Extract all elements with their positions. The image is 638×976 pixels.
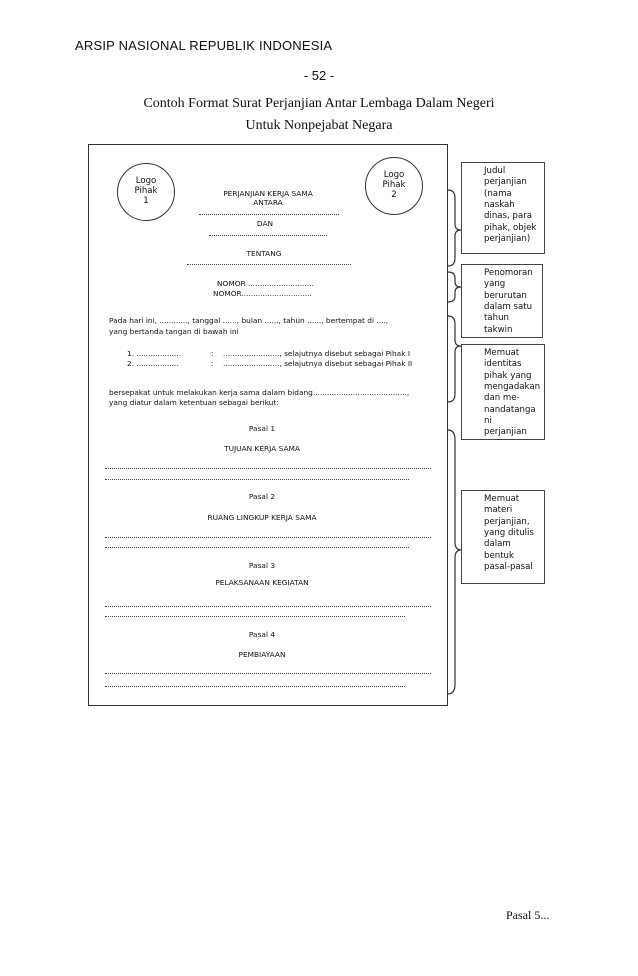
note4-line: dalam: [484, 539, 511, 550]
note3-line: pihak yang: [484, 370, 532, 381]
nomor-party-1: NOMOR ............................: [217, 279, 314, 288]
dotted-line: [105, 686, 405, 687]
opening-line-1: Pada hari ini, ............, tanggal ......, bulan ......, tahun ......, bertempat di ....,: [109, 316, 389, 325]
logo1-line3: 1: [143, 195, 149, 206]
note-numbering: [461, 264, 543, 338]
note2-line: berurutan: [484, 290, 527, 301]
note3-line: nandatanga: [484, 404, 536, 415]
header-organization: ARSIP NASIONAL REPUBLIK INDONESIA: [75, 38, 333, 53]
note4-line: Memuat: [484, 494, 520, 504]
agreement-heading: PERJANJIAN KERJA SAMA: [223, 189, 313, 198]
note2-line: Penomoran: [484, 268, 533, 278]
note4-line: pasal-pasal: [484, 562, 533, 573]
note3-line: dan me-: [484, 393, 520, 404]
tentang-label: TENTANG: [246, 249, 282, 258]
page-subtitle: Untuk Nonpejabat Negara: [245, 118, 393, 133]
party-2-colon: :: [211, 359, 214, 368]
article-4-number: Pasal 4: [248, 630, 276, 639]
logo1-line1: Logo: [135, 176, 157, 187]
note4-line: perjanjian,: [484, 516, 530, 527]
article-2-title: RUANG LINGKUP KERJA SAMA: [207, 513, 317, 522]
dotted-line: [209, 235, 327, 236]
party-1-number: 1. ...................: [127, 349, 182, 358]
article-2-number: Pasal 2: [248, 492, 276, 501]
logo1-line2: Pihak: [134, 186, 158, 197]
note3-line: perjanjian: [484, 427, 527, 438]
note2-line: dalam satu: [484, 302, 533, 313]
logo2-line3: 2: [391, 189, 397, 200]
note1-line: Judul: [484, 166, 506, 176]
party-2-text: ........................, selajutnya disebut sebagai Pihak II: [223, 359, 413, 368]
article-1-number: Pasal 1: [248, 424, 276, 433]
dotted-line: [105, 537, 431, 538]
note3-line: ni: [484, 416, 492, 427]
page-number: - 52 -: [303, 68, 335, 83]
party-2-number: 2. ..................: [127, 359, 179, 368]
note-articles: [461, 490, 545, 584]
article-1-title: TUJUAN KERJA SAMA: [224, 444, 300, 453]
note1-line: pihak, objek: [484, 222, 537, 233]
note2-line: takwin: [484, 324, 513, 335]
note1-line: perjanjian: [484, 177, 527, 188]
note1-line: perjanjian): [484, 234, 531, 245]
logo2-line2: Pihak: [382, 180, 406, 191]
note-title: [461, 162, 545, 254]
note4-line: bentuk: [484, 550, 514, 561]
agreement-line-2: yang diatur dalam ketentuan sebagai berikut:: [109, 398, 279, 407]
document-template: [88, 144, 448, 706]
article-4-title: PEMBIAYAAN: [238, 650, 286, 659]
note3-line: mengadakan: [484, 382, 541, 393]
dotted-line: [105, 606, 431, 607]
note4-line: materi: [484, 505, 513, 516]
dotted-line: [105, 673, 431, 674]
dotted-line: [105, 547, 409, 548]
dan-label: DAN: [256, 219, 274, 228]
dotted-line: [199, 214, 339, 215]
agreement-line-1: bersepakat untuk melakukan kerja sama dalam bidang........................................,: [109, 388, 410, 397]
party-1-colon: :: [211, 349, 214, 358]
dotted-line: [187, 264, 351, 265]
logo2-line1: Logo: [383, 170, 405, 181]
article-3-number: Pasal 3: [248, 561, 276, 570]
dotted-line: [105, 468, 431, 469]
note2-line: yang: [484, 279, 506, 290]
antara-label: ANTARA: [253, 198, 283, 207]
note3-line: Memuat: [484, 348, 520, 358]
opening-line-2: yang bertanda tangan di bawah ini: [109, 327, 239, 336]
article-3-title: PELAKSANAAN KEGIATAN: [215, 578, 309, 587]
dotted-line: [105, 479, 409, 480]
note-identity: [461, 344, 545, 440]
dotted-line: [105, 616, 405, 617]
nomor-party-2: NOMOR..............................: [213, 289, 312, 298]
continuation-label: Pasal 5...: [506, 908, 550, 922]
note4-line: yang ditulis: [484, 528, 534, 539]
party-1-text: ........................, selajutnya disebut sebagai Pihak I: [223, 349, 411, 358]
note1-line: naskah: [484, 200, 515, 211]
note2-line: tahun: [484, 313, 509, 324]
note1-line: dinas, para: [484, 211, 533, 222]
page-title: Contoh Format Surat Perjanjian Antar Lembaga Dalam Negeri: [143, 96, 495, 111]
note3-line: identitas: [484, 359, 522, 370]
note1-line: (nama: [484, 188, 512, 199]
